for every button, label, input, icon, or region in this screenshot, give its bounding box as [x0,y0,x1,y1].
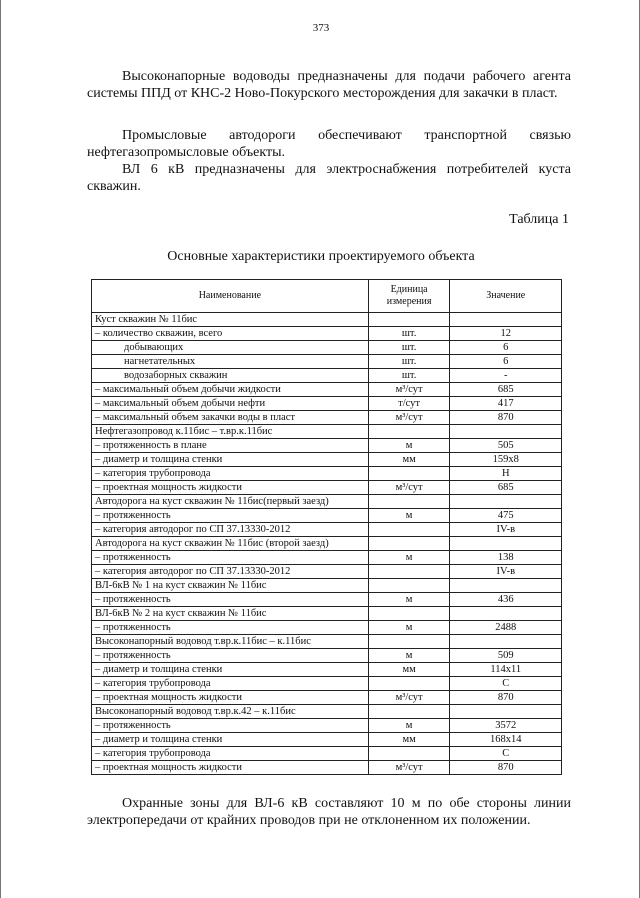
table-body [92,313,562,775]
cell-name: – протяженность [92,719,369,733]
cell-value [450,579,562,593]
table-section-row [92,607,562,621]
table-row [92,523,562,537]
cell-name: – категория трубопровода [92,467,369,481]
cell-value: 6 [450,355,562,369]
table-section-row [92,425,562,439]
cell-name: – количество скважин, всего [92,327,369,341]
cell-name: – максимальный объем добычи нефти [92,397,369,411]
paragraph-power-lines: ВЛ 6 кВ предназначены для электроснабжения потребителей куста скважин. [87,162,571,194]
table-row [92,733,562,747]
cell-unit: шт. [368,341,450,355]
table-row [92,663,562,677]
cell-name: – максимальный объем закачки воды в пласт [92,411,369,425]
cell-name: – протяженность [92,621,369,635]
table-row [92,369,562,383]
cell-value: 3572 [450,719,562,733]
table-row [92,747,562,761]
cell-name: – категория автодорог по СП 37.13330-2012 [92,523,369,537]
table-section-row [92,313,562,327]
table-title: Основные характеристики проектируемого объекта [167,249,475,264]
paragraph-water-pipelines: Высоконапорные водоводы предназначены для подачи рабочего агента системы ППД от КНС-2 Ново-Покурского месторождения для закачки в пласт. [87,69,571,101]
cell-value: 2488 [450,621,562,635]
cell-unit: шт. [368,369,450,383]
table-row [92,411,562,425]
cell-unit: шт. [368,327,450,341]
page-number: 373 [312,22,330,34]
cell-name: Куст скважин № 11бис [92,313,369,327]
cell-unit: м³/сут [368,481,450,495]
cell-name: ВЛ-6кВ № 1 на куст скважин № 11бис [92,579,369,593]
cell-unit: м [368,649,450,663]
table-row [92,593,562,607]
cell-value: 870 [450,411,562,425]
table-row [92,565,562,579]
table-section-row [92,537,562,551]
cell-value: Н [450,467,562,481]
cell-name: – диаметр и толщина стенки [92,663,369,677]
table-row [92,467,562,481]
cell-value: 509 [450,649,562,663]
cell-unit: м [368,621,450,635]
header-unit: Единица измерения [368,280,450,313]
cell-unit: м [368,439,450,453]
table-row [92,383,562,397]
cell-name: – диаметр и толщина стенки [92,453,369,467]
cell-unit: т/сут [368,397,450,411]
cell-value: С [450,677,562,691]
cell-value: 168x14 [450,733,562,747]
cell-name: Высоконапорный водовод т.вр.к.11бис – к.11бис [92,635,369,649]
cell-value: 685 [450,383,562,397]
cell-unit: м³/сут [368,383,450,397]
table-row [92,551,562,565]
table-row [92,761,562,775]
cell-name: – категория трубопровода [92,747,369,761]
table-label: Таблица 1 [509,212,569,227]
cell-value [450,425,562,439]
header-name: Наименование [92,280,369,313]
table-row [92,719,562,733]
cell-value [450,495,562,509]
cell-unit [368,677,450,691]
cell-value: 159x8 [450,453,562,467]
table-row [92,509,562,523]
cell-name: – максимальный объем добычи жидкости [92,383,369,397]
table-section-row [92,705,562,719]
cell-unit: мм [368,733,450,747]
cell-unit [368,425,450,439]
cell-value [450,313,562,327]
paragraph-protection-zones: Охранные зоны для ВЛ-6 кВ составляют 10 м по обе стороны линии электропередачи от крайних проводов при не отклоненном их положении. [87,796,571,828]
cell-name: – проектная мощность жидкости [92,761,369,775]
characteristics-table [91,279,562,775]
cell-name: – протяженность [92,593,369,607]
table-row [92,481,562,495]
cell-name: Высоконапорный водовод т.вр.к.42 – к.11бис [92,705,369,719]
cell-unit [368,495,450,509]
table-row [92,649,562,663]
table-section-row [92,635,562,649]
cell-value: 870 [450,691,562,705]
cell-unit [368,635,450,649]
cell-name: – протяженность [92,509,369,523]
cell-unit: м [368,593,450,607]
cell-name: Автодорога на куст скважин № 11бис(первый заезд) [92,495,369,509]
cell-name: – протяженность [92,649,369,663]
cell-unit: м³/сут [368,761,450,775]
cell-name: – проектная мощность жидкости [92,691,369,705]
cell-unit: м [368,509,450,523]
cell-unit [368,565,450,579]
cell-name: Автодорога на куст скважин № 11бис (второй заезд) [92,537,369,551]
cell-value: 436 [450,593,562,607]
table-row [92,453,562,467]
cell-value: С [450,747,562,761]
cell-unit [368,523,450,537]
cell-value [450,705,562,719]
cell-name: – категория трубопровода [92,677,369,691]
cell-unit: м [368,719,450,733]
cell-name: Нефтегазопровод к.11бис – т.вр.к.11бис [92,425,369,439]
table-row [92,439,562,453]
cell-value: 870 [450,761,562,775]
cell-value: IV-в [450,523,562,537]
cell-unit [368,537,450,551]
cell-unit [368,313,450,327]
cell-value: 685 [450,481,562,495]
cell-value: - [450,369,562,383]
table-row [92,677,562,691]
table-section-row [92,579,562,593]
cell-value: 114x11 [450,663,562,677]
cell-value [450,537,562,551]
cell-name: – протяженность в плане [92,439,369,453]
cell-value: 505 [450,439,562,453]
cell-value [450,635,562,649]
cell-name: – категория автодорог по СП 37.13330-2012 [92,565,369,579]
cell-unit: шт. [368,355,450,369]
table-row [92,621,562,635]
cell-unit [368,747,450,761]
table-header-row [92,280,562,313]
cell-name: – диаметр и толщина стенки [92,733,369,747]
table-row [92,341,562,355]
cell-unit: м [368,551,450,565]
cell-name: ВЛ-6кВ № 2 на куст скважин № 11бис [92,607,369,621]
cell-name: нагнетательных [92,355,369,369]
table-row [92,327,562,341]
table-row [92,355,562,369]
paragraph-roads: Промысловые автодороги обеспечивают транспортной связью нефтегазопромысловые объекты. [87,128,571,160]
cell-name: – проектная мощность жидкости [92,481,369,495]
cell-unit: мм [368,663,450,677]
cell-value: 475 [450,509,562,523]
cell-unit [368,607,450,621]
cell-value: 12 [450,327,562,341]
cell-name: водозаборных скважин [92,369,369,383]
table-row [92,691,562,705]
cell-unit [368,579,450,593]
table-section-row [92,495,562,509]
cell-value: 417 [450,397,562,411]
cell-unit [368,705,450,719]
cell-unit: мм [368,453,450,467]
cell-unit [368,467,450,481]
cell-unit: м³/сут [368,411,450,425]
cell-unit: м³/сут [368,691,450,705]
cell-name: – протяженность [92,551,369,565]
cell-value: IV-в [450,565,562,579]
cell-value: 138 [450,551,562,565]
header-value: Значение [450,280,562,313]
table-row [92,397,562,411]
cell-value: 6 [450,341,562,355]
cell-value [450,607,562,621]
cell-name: добывающих [92,341,369,355]
